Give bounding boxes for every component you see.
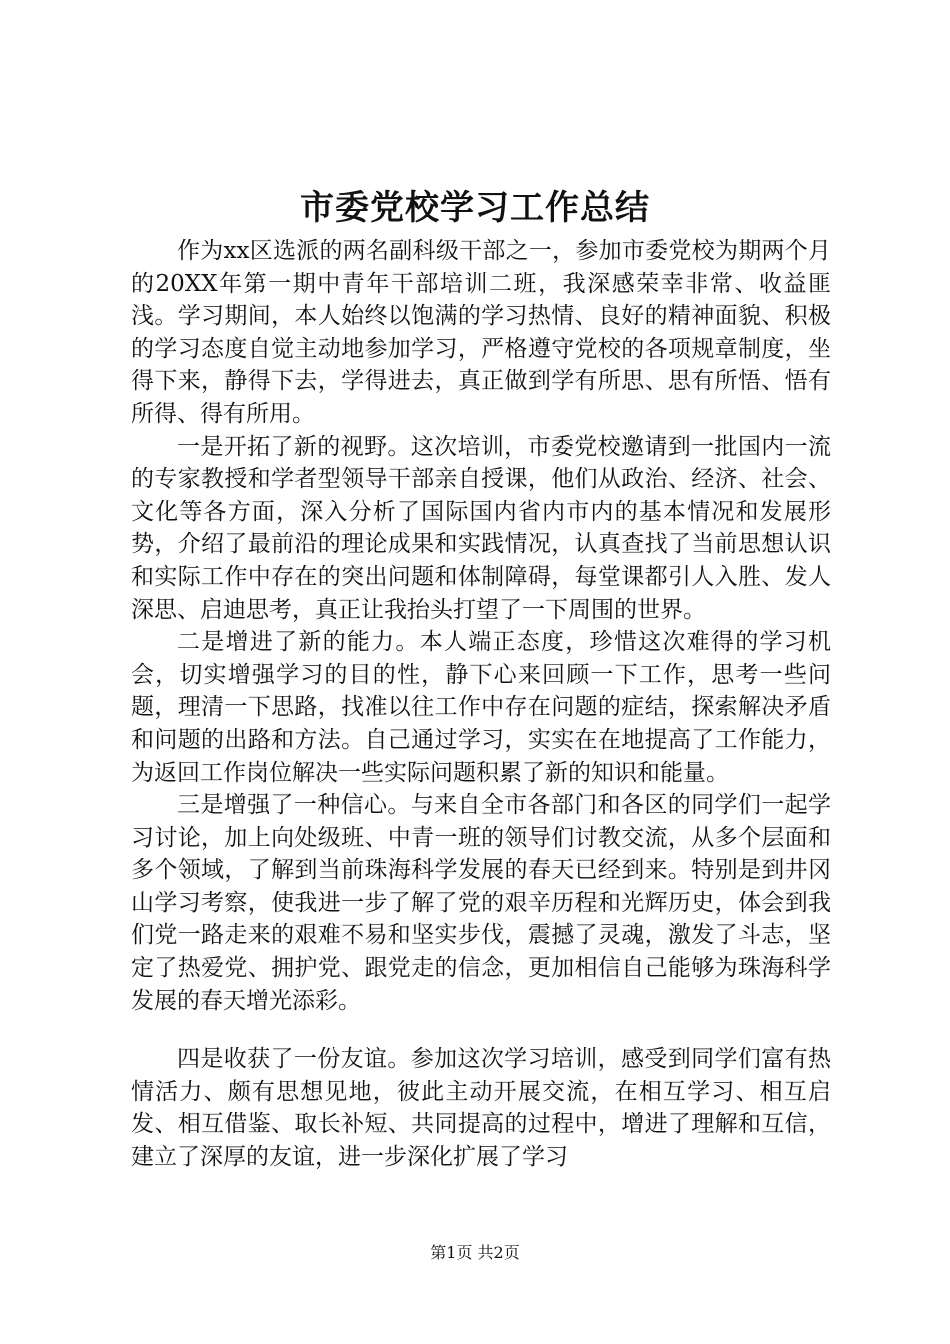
paragraph-two: 二是增进了新的能力。本人端正态度，珍惜这次难得的学习机会，切实增强学习的目的性，静下心来回顾一下工作，思考一些问题，理清一下思路，找准以往工作中存在问题的症结，探索解决矛盾和问题的出路和方法。自己通过学习，实实在在地提高了工作能力，为返回工作岗位解决一些实际问题积累了新的知识和能量。 <box>131 629 831 786</box>
paragraph-three: 三是增强了一种信心。与来自全市各部门和各区的同学们一起学习讨论，加上向处级班、中青一班的领导们讨教交流，从多个层面和多个领域，了解到当前珠海科学发展的春天已经到来。特别是到井冈山学习考察，使我进一步了解了党的艰辛历程和光辉历史，体会到我们党一路走来的艰难不易和坚实步伐，震撼了灵魂，激发了斗志，坚定了热爱党、拥护党、跟党走的信念，更加相信自己能够为珠海科学发展的春天增光添彩。 <box>131 792 831 1014</box>
document-body <box>131 235 831 1174</box>
paragraph-intro: 作为xx区选派的两名副科级干部之一，参加市委党校为期两个月的20XX年第一期中青年干部培训二班，我深感荣幸非常、收益匪浅。学习期间，本人始终以饱满的学习热情、良好的精神面貌、积极的学习态度自觉主动地参加学习，严格遵守党校的各项规章制度，坐得下来，静得下去，学得进去，真正做到学有所思、思有所悟、悟有所得、得有所用。 <box>131 238 831 427</box>
paragraph-one: 一是开拓了新的视野。这次培训，市委党校邀请到一批国内一流的专家教授和学者型领导干部亲自授课，他们从政治、经济、社会、文化等各方面，深入分析了国际国内省内市内的基本情况和发展形势，介绍了最前沿的理论成果和实践情况，认真查找了当前思想认识和实际工作中存在的突出问题和体制障碍，每堂课都引人入胜、发人深思、启迪思考，真正让我抬头打望了一下周围的世界。 <box>131 433 831 623</box>
document-title: 市委党校学习工作总结 <box>300 188 650 228</box>
paragraph-four: 四是收获了一份友谊。参加这次学习培训，感受到同学们富有热情活力、颇有思想见地，彼此主动开展交流，在相互学习、相互启发、相互借鉴、取长补短、共同提高的过程中，增进了理解和互信，建立了深厚的友谊，进一步深化扩展了学习 <box>131 1046 831 1171</box>
page-footer: 第1页 共2页 <box>430 1243 520 1262</box>
